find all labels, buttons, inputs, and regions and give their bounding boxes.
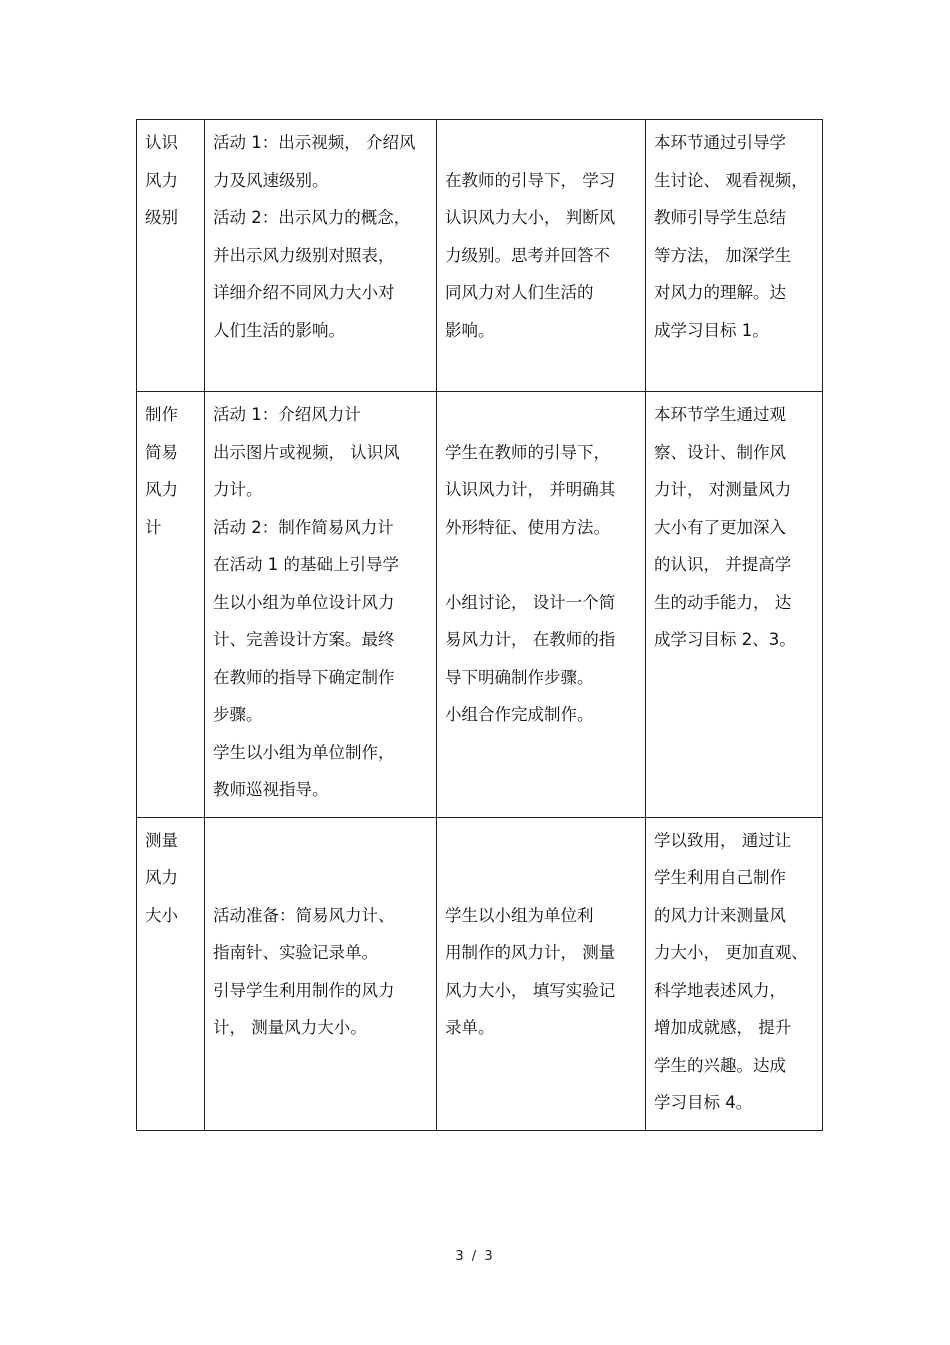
table-row — [137, 392, 823, 818]
design-intent-text: 科学地表述风力， — [654, 980, 786, 1000]
design-intent-text: 本环节学生通过观 — [654, 405, 786, 424]
stage-cell — [137, 392, 205, 818]
design-intent-text: 力大小， 更加直观、 — [654, 943, 808, 962]
student-activity-text: 录单。 — [445, 1018, 495, 1037]
design-intent-text: 等方法， 加深学生 — [654, 245, 792, 265]
teacher-activity-text: 计， 测量风力大小。 — [213, 1018, 367, 1037]
student-activity-text: 外形特征、使用方法。 — [445, 517, 610, 537]
student-activity-cell — [437, 392, 646, 818]
teacher-activity-text: 指南针、实验记录单。 — [213, 943, 378, 962]
teacher-activity-text: 生以小组为单位设计风力 — [213, 592, 395, 612]
stage-text: 级别 — [145, 208, 178, 227]
student-activity-text: 小组合作完成制作。 — [445, 705, 594, 724]
student-activity-text: 认识风力计， 并明确其 — [445, 480, 616, 499]
teacher-activity-text: 在活动 1 的基础上引导学 — [213, 555, 399, 574]
teacher-activity-text: 活动 1：介绍风力计 — [213, 405, 361, 424]
teacher-activity-text: 力计。 — [213, 480, 263, 499]
design-intent-text: 力计， 对测量风力 — [654, 480, 792, 499]
design-intent-text: 本环节通过引导学 — [654, 133, 786, 152]
design-intent-text: 生的动手能力， 达 — [654, 592, 792, 612]
student-activity-text: 在教师的引导下， 学习 — [445, 170, 616, 190]
stage-text: 风力 — [145, 170, 178, 190]
teacher-activity-text: 步骤。 — [213, 705, 263, 724]
design-intent-text: 增加成就感， 提升 — [654, 1018, 792, 1037]
student-activity-text: 力级别。思考并回答不 — [445, 245, 610, 265]
design-intent-text: 学生利用自己制作 — [654, 868, 786, 887]
table-row — [137, 120, 823, 392]
teacher-activity-text: 教师巡视指导。 — [213, 780, 329, 799]
teacher-activity-text: 出示图片或视频， 认识风 — [213, 442, 400, 462]
stage-cell — [137, 120, 205, 392]
stage-text: 风力 — [145, 480, 178, 499]
teacher-activity-text: 在教师的指导下确定制作 — [213, 667, 395, 687]
design-intent-text: 教师引导学生总结 — [654, 208, 786, 227]
stage-text: 认识 — [145, 133, 178, 152]
teacher-activity-text: 学生以小组为单位制作， — [213, 742, 395, 762]
student-activity-text: 认识风力大小， 判断风 — [445, 208, 616, 227]
teacher-activity-cell — [205, 817, 437, 1130]
teacher-activity-text: 计、完善设计方案。最终 — [213, 630, 395, 649]
teacher-activity-text: 人们生活的影响。 — [213, 320, 345, 340]
design-intent-cell — [646, 120, 823, 392]
stage-text: 简易 — [145, 442, 178, 462]
stage-text: 测量 — [145, 830, 178, 850]
design-intent-text: 察、设计、制作风 — [654, 442, 786, 462]
teacher-activity-text: 活动 2：制作简易风力计 — [213, 517, 394, 537]
teacher-activity-text: 活动 1：出示视频， 介绍风 — [213, 133, 416, 152]
student-activity-text: 学生以小组为单位利 — [445, 905, 594, 925]
table-row — [137, 817, 823, 1130]
teacher-activity-text: 引导学生利用制作的风力 — [213, 980, 395, 1000]
student-activity-text: 学生在教师的引导下， — [445, 442, 610, 462]
design-intent-cell — [646, 392, 823, 818]
stage-text: 制作 — [145, 405, 178, 424]
stage-cell — [137, 817, 205, 1130]
teacher-activity-text: 活动 2：出示风力的概念， — [213, 208, 411, 227]
page-number: 3 / 3 — [455, 1249, 495, 1264]
design-intent-text: 成学习目标 2、3。 — [654, 630, 796, 649]
teacher-activity-text: 力及风速级别。 — [213, 170, 329, 190]
teacher-activity-cell — [205, 392, 437, 818]
student-activity-text: 易风力计， 在教师的指 — [445, 630, 616, 649]
design-intent-text: 大小有了更加深入 — [654, 517, 786, 537]
design-intent-cell — [646, 817, 823, 1130]
teacher-activity-cell — [205, 120, 437, 392]
design-intent-text: 学习目标 4。 — [654, 1093, 753, 1112]
student-activity-cell — [437, 120, 646, 392]
design-intent-text: 学以致用， 通过让 — [654, 830, 792, 850]
stage-text: 计 — [145, 517, 162, 537]
design-intent-text: 学生的兴趣。达成 — [654, 1055, 786, 1075]
student-activity-cell — [437, 817, 646, 1130]
design-intent-text: 成学习目标 1。 — [654, 320, 769, 340]
teacher-activity-text: 并出示风力级别对照表， — [213, 245, 395, 265]
design-intent-text: 的风力计来测量风 — [654, 905, 786, 925]
teacher-activity-text: 活动准备：简易风力计、 — [213, 905, 395, 925]
design-intent-text: 的认识， 并提高学 — [654, 555, 792, 574]
student-activity-text: 影响。 — [445, 320, 495, 340]
lesson-plan-table — [136, 119, 823, 1131]
design-intent-text: 对风力的理解。达 — [654, 283, 786, 302]
design-intent-text: 生讨论、 观看视频， — [654, 170, 808, 190]
student-activity-text: 导下明确制作步骤。 — [445, 667, 594, 687]
student-activity-text: 用制作的风力计， 测量 — [445, 943, 616, 962]
student-activity-text: 小组讨论， 设计一个简 — [445, 592, 616, 612]
student-activity-text: 风力大小， 填写实验记 — [445, 980, 616, 1000]
stage-text: 风力 — [145, 868, 178, 887]
stage-text: 大小 — [145, 905, 178, 925]
student-activity-text: 同风力对人们生活的 — [445, 283, 594, 302]
teacher-activity-text: 详细介绍不同风力大小对 — [213, 283, 395, 302]
